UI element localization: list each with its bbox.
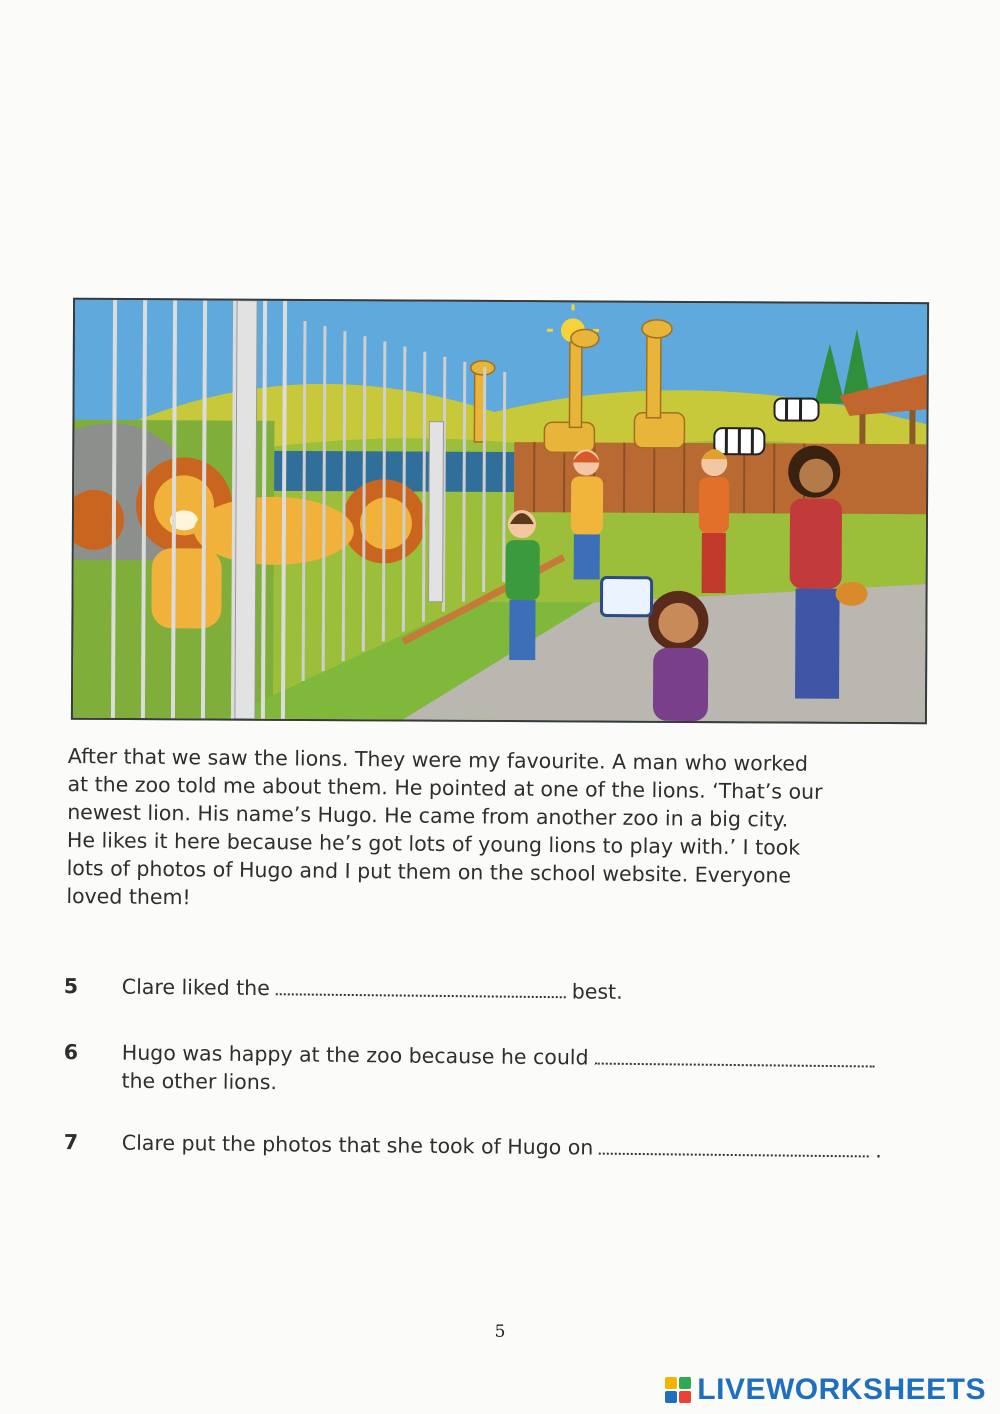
page-number: 5 [494,1322,506,1342]
question-text-after: . [875,1138,882,1163]
question-text-before: Hugo was happy at the zoo because he could [121,1040,589,1070]
passage-line: lots of photos of Hugo and I put them on the school website. Everyone [66,855,792,888]
question-number: 6 [63,1039,79,1065]
answer-blank[interactable] [276,975,566,998]
question-7 [63,1128,924,1163]
passage-line: newest lion. His name’s Hugo. He came from another zoo in a big city. [67,799,789,832]
fence-post [235,301,257,719]
question-6 [63,1038,924,1095]
question-text-before: Clare liked the [121,974,270,1001]
question-number: 5 [63,973,79,999]
answer-blank[interactable] [599,1135,869,1158]
question-text [122,1129,922,1165]
question-number: 7 [63,1129,79,1155]
tablet-icon [601,578,651,616]
question-text-before: Clare put the photos that she took of Hugo on [121,1130,594,1160]
zoo-scene-svg [73,300,927,722]
brand-name: LIVEWORKSHEETS [697,1373,986,1406]
passage-line: He likes it here because he’s got lots of young lions to play with.’ I took [66,827,801,860]
liveworksheets-logo-icon [665,1377,691,1403]
passage-line: loved them! [66,883,191,910]
question-text [121,1039,922,1103]
zoo-illustration [71,298,929,724]
question-text [122,973,922,1009]
reading-passage [66,742,898,919]
answer-blank[interactable] [595,1045,875,1068]
question-text-continuation: the other lions. [121,1068,278,1095]
question-5 [63,972,924,1004]
fence-post [429,422,444,602]
liveworksheets-brand[interactable] [665,1372,986,1408]
passage-line: After that we saw the lions. They were my favourite. A man who worked [67,743,809,776]
passage-line: at the zoo told me about them. He pointed at one of the lions. ‘That’s our [67,771,823,804]
question-text-after: best. [571,979,623,1004]
